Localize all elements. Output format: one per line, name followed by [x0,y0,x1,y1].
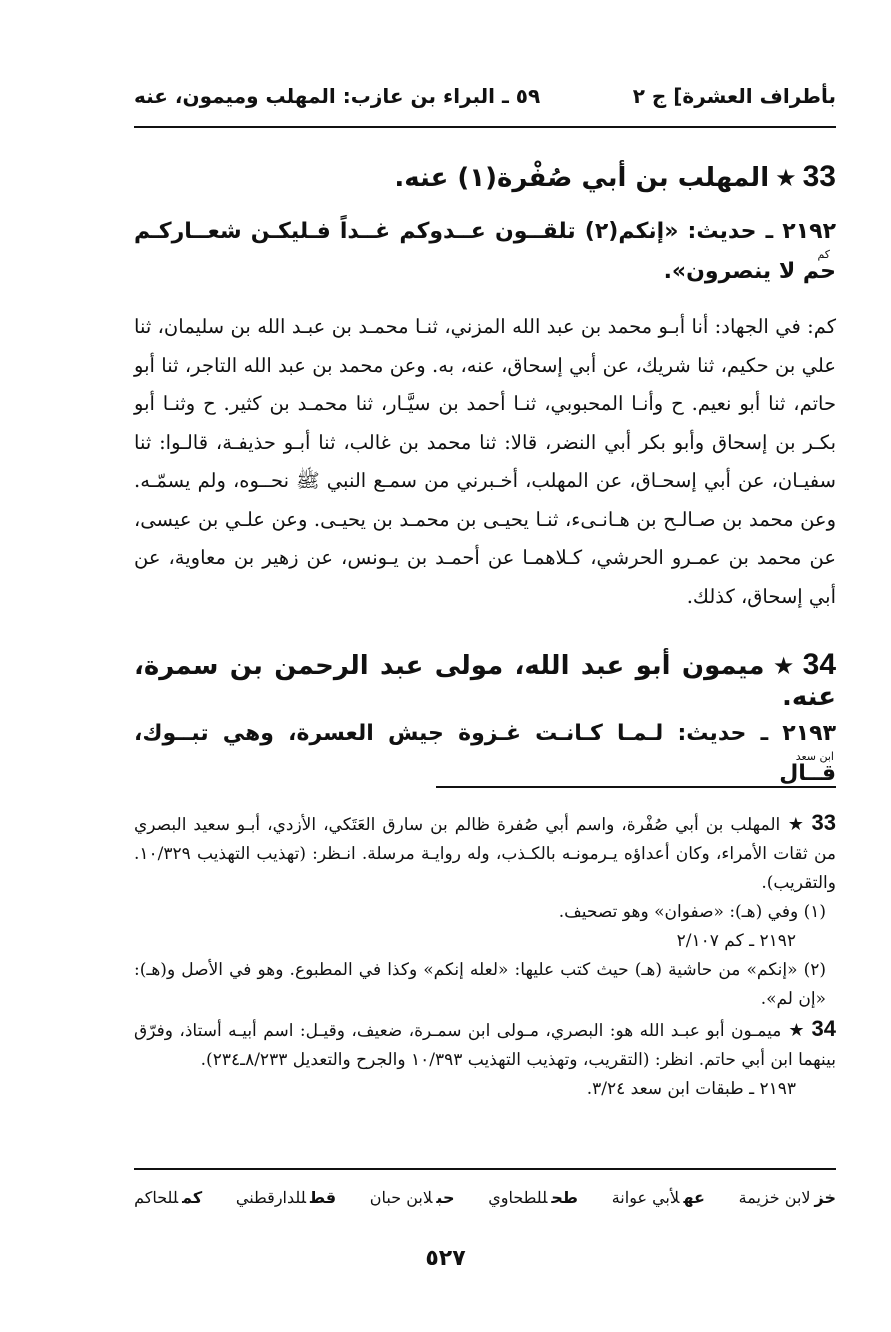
abbreviation-item: حبلابن حبان [369,1188,455,1207]
entry-number: 33 [802,160,836,193]
footnote-ref-2193: ٢١٩٣ ـ طبقات ابن سعد ٣/٢٤. [586,1079,796,1099]
footnotes [134,808,836,1104]
footnote-text: ميمـون أبو عبـد الله هو: البصري، مـولى ابن سمـرة، ضعيف، وقيـل: اسم أبيـه أستاذ، وفرّق بينهما ابن أبي حاتم. انظر: (التقريب، وتهذيب التهذيب ١٠/٣٩٣ والجرح والتعديل ٨/٢٣٣ـ٢٣٤). [134,1021,836,1070]
abbreviations-rule [134,1168,836,1170]
page-number: ٥٢٧ [425,1246,466,1271]
abbreviation-item: طحللطحاوي [488,1188,578,1207]
footnote-number: 34 [811,1016,836,1041]
hadith-text: ٢١٩٢ ـ حديث: «إنكم(٢) تلقــون عــدوكم غــداً فـليكـن شعــاركـم حم لا ينصرون». [134,219,836,284]
star-icon: ★ [775,164,797,192]
footnote-33 [134,808,836,898]
footnote-text: المهلب بن أبي صُفْرة، واسم أبي صُفرة ظالم بن سارق العَتَكي، الأزدي، أبـو سعيد البصري من ثقات الأمراء، وكان أعداؤه يـرمونـه بالكـذب، وله روايـة مرسلة. انـظر: (تهذيب التهذيب ١٠/٣٢٩. والتقريب). [134,815,836,893]
footnote-1: (١) وفي (هـ): «صفوان» وهو تصحيف. [558,902,826,922]
header-chapter-title: ٥٩ ـ البراء بن عازب: المهلب وميمون، عنه [134,84,541,108]
footnote-34 [134,1014,836,1075]
abbreviation-item: خزلابن خزيمة [738,1188,836,1207]
entry-34-heading [134,648,836,712]
footnote-ref-2192: ٢١٩٢ ـ كم ٢/١٠٧ [676,931,796,951]
abbreviation-item: كمللحاكم [134,1188,203,1207]
hadith-2192-isnad: كم: في الجهاد: أنا أبـو محمد بن عبد الله المزني، ثنـا محمـد بن عبـد الله بن سليمان، ثنا علي بن حكيم، ثنا شريك، عن أبي إسحاق، عنه، به. وعن محمد بن عبد الله التاجر، ثنا أبو حاتم، ثنا أبو نعيم. ح وأنـا المحبوبي، ثنـا أحمد بن سيَّـار، ثنا محمـد بن كثير. ح وثنـا أبو بكـر بن إسحاق وأبو بكر أبي النضر، قالا: ثنا محمد بن غالب، ثنا أبـو حذيفـة، قالـوا: ثنا سفيـان، عن أبي إسحـاق، عن المهلب، أخـبرني من سمـع النبي ﷺ نحــوه، ولم يسمّـه. وعن محمد بن صـالـح بن هـانـىء، ثنـا يحيـى بن محمـد بن يحيـى. وعن علـي بن عيسى، عن محمد بن عمـرو الحرشي، كـلاهمـا عن أحمـد بن يـونس، عن زهير بن معاوية، عن أبي إسحاق، كذلك. [134,315,836,608]
footnote-number: 33 [811,810,836,835]
narrator-name: المهلب بن أبي صُفْرة(١) عنه. [394,163,770,193]
abbreviations-key [134,1188,836,1207]
header-book-title: بأطراف العشرة] ج ٢ [632,84,836,108]
footnote-2: (٢) «إنكم» من حاشية (هـ) حيث كتب عليها: «لعله إنكم» وكذا في المطبوع. وهو في الأصل و(هـ): «إن لم». [134,960,826,1009]
hadith-text: ٢١٩٣ ـ حديث: لـمـا كـانـت غـزوة جيش العسرة، وهي تبــوك، قــال [134,721,836,786]
hadith-2193 [134,714,836,794]
abbreviation-item: قطللدارقطني [235,1188,337,1207]
entry-33-heading [134,160,836,194]
hadith-sigla: كم [817,248,830,261]
abbreviation-item: عهلأبي عوانة [611,1188,705,1207]
narrator-name: ميمون أبو عبد الله، مولى عبد الرحمن بن سمرة، عنه. [134,651,836,712]
footnote-rule [436,786,836,788]
star-icon: ★ [787,1020,806,1041]
hadith-2192 [134,212,836,292]
star-icon: ★ [786,814,806,835]
running-header [134,76,836,116]
star-icon: ★ [770,652,797,680]
hadith-sigla: ابن سعد [795,750,834,763]
header-rule [134,126,836,128]
entry-number: 34 [802,648,837,681]
